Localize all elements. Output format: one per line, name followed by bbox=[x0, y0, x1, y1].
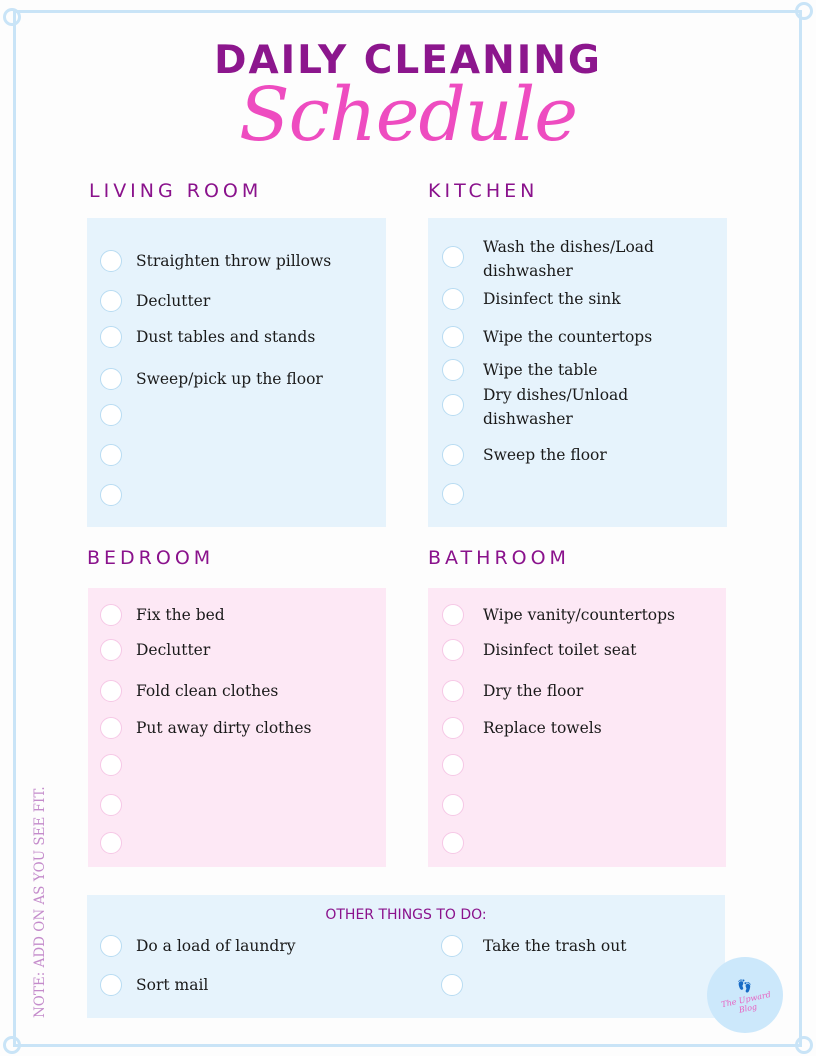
checklist-item-label: Sweep the floor bbox=[483, 446, 607, 464]
checkbox[interactable] bbox=[442, 717, 464, 739]
other-things-heading: OTHER THINGS TO DO: bbox=[325, 907, 487, 923]
checkbox[interactable] bbox=[100, 680, 122, 702]
checkbox[interactable] bbox=[100, 974, 122, 996]
checkbox[interactable] bbox=[442, 326, 464, 348]
checkbox[interactable] bbox=[442, 444, 464, 466]
checkbox[interactable] bbox=[100, 935, 122, 957]
checkbox[interactable] bbox=[100, 604, 122, 626]
bedroom-checklist bbox=[88, 588, 386, 867]
checklist-item-label: Disinfect toilet seat bbox=[483, 641, 637, 659]
bedroom-heading: BEDROOM bbox=[87, 547, 215, 569]
checkbox[interactable] bbox=[100, 368, 122, 390]
logo-text: The Upward Blog bbox=[720, 989, 772, 1015]
checklist-item-label: Dry the floor bbox=[483, 682, 584, 700]
checkbox[interactable] bbox=[100, 326, 122, 348]
bathroom-heading: BATHROOM bbox=[428, 547, 570, 569]
other-item-label: Sort mail bbox=[136, 976, 209, 994]
checklist-item-label: Fold clean clothes bbox=[136, 682, 279, 700]
kitchen-heading: KITCHEN bbox=[428, 180, 539, 202]
checklist-item-label: Wipe the countertops bbox=[483, 328, 653, 346]
blog-logo bbox=[707, 957, 783, 1033]
checkbox[interactable] bbox=[100, 794, 122, 816]
checkbox[interactable] bbox=[100, 832, 122, 854]
checklist-item-label: Straighten throw pillows bbox=[136, 252, 332, 270]
checkbox[interactable] bbox=[100, 290, 122, 312]
page-title: DAILY CLEANING bbox=[214, 38, 602, 83]
checklist-item-label: Dust tables and stands bbox=[136, 328, 316, 346]
checkbox[interactable] bbox=[442, 359, 464, 381]
checklist-item-label: Wash the dishes/Load dishwasher bbox=[483, 238, 654, 280]
kitchen-checklist bbox=[428, 218, 727, 527]
page-subtitle: Schedule bbox=[238, 72, 578, 158]
checkbox[interactable] bbox=[100, 639, 122, 661]
other-item-label: Take the trash out bbox=[483, 937, 627, 955]
checkbox[interactable] bbox=[100, 754, 122, 776]
other-item-label: Do a load of laundry bbox=[136, 937, 296, 955]
checkbox[interactable] bbox=[100, 717, 122, 739]
checklist-item-label: Disinfect the sink bbox=[483, 290, 621, 308]
side-note: NOTE: ADD ON AS YOU SEE FIT. bbox=[32, 786, 48, 1018]
checkbox[interactable] bbox=[442, 680, 464, 702]
checkbox[interactable] bbox=[442, 246, 464, 268]
checklist-item-label: Put away dirty clothes bbox=[136, 719, 312, 737]
checkbox[interactable] bbox=[100, 404, 122, 426]
bathroom-checklist bbox=[428, 588, 726, 867]
checklist-item-label: Wipe the table bbox=[483, 361, 598, 379]
checkbox[interactable] bbox=[442, 288, 464, 310]
checkbox[interactable] bbox=[442, 639, 464, 661]
checkbox[interactable] bbox=[100, 250, 122, 272]
living-room-heading: LIVING ROOM bbox=[89, 180, 263, 202]
checkbox[interactable] bbox=[441, 974, 463, 996]
living-room-checklist bbox=[87, 218, 386, 527]
checkbox[interactable] bbox=[442, 754, 464, 776]
baby-feet-icon: 👣 bbox=[737, 979, 752, 993]
checkbox[interactable] bbox=[442, 394, 464, 416]
checklist-item-label: Replace towels bbox=[483, 719, 602, 737]
checklist-item-label: Fix the bed bbox=[136, 606, 225, 624]
checkbox[interactable] bbox=[442, 604, 464, 626]
checklist-item-label: Declutter bbox=[136, 641, 211, 659]
checkbox[interactable] bbox=[100, 484, 122, 506]
checkbox[interactable] bbox=[441, 935, 463, 957]
other-things-box bbox=[87, 895, 725, 1018]
checklist-item-label: Wipe vanity/countertops bbox=[483, 606, 676, 624]
checkbox[interactable] bbox=[442, 832, 464, 854]
checkbox[interactable] bbox=[442, 483, 464, 505]
checkbox[interactable] bbox=[442, 794, 464, 816]
checkbox[interactable] bbox=[100, 444, 122, 466]
checklist-item-label: Dry dishes/Unload dishwasher bbox=[483, 386, 629, 428]
checklist-item-label: Sweep/pick up the floor bbox=[136, 370, 323, 388]
checklist-item-label: Declutter bbox=[136, 292, 211, 310]
